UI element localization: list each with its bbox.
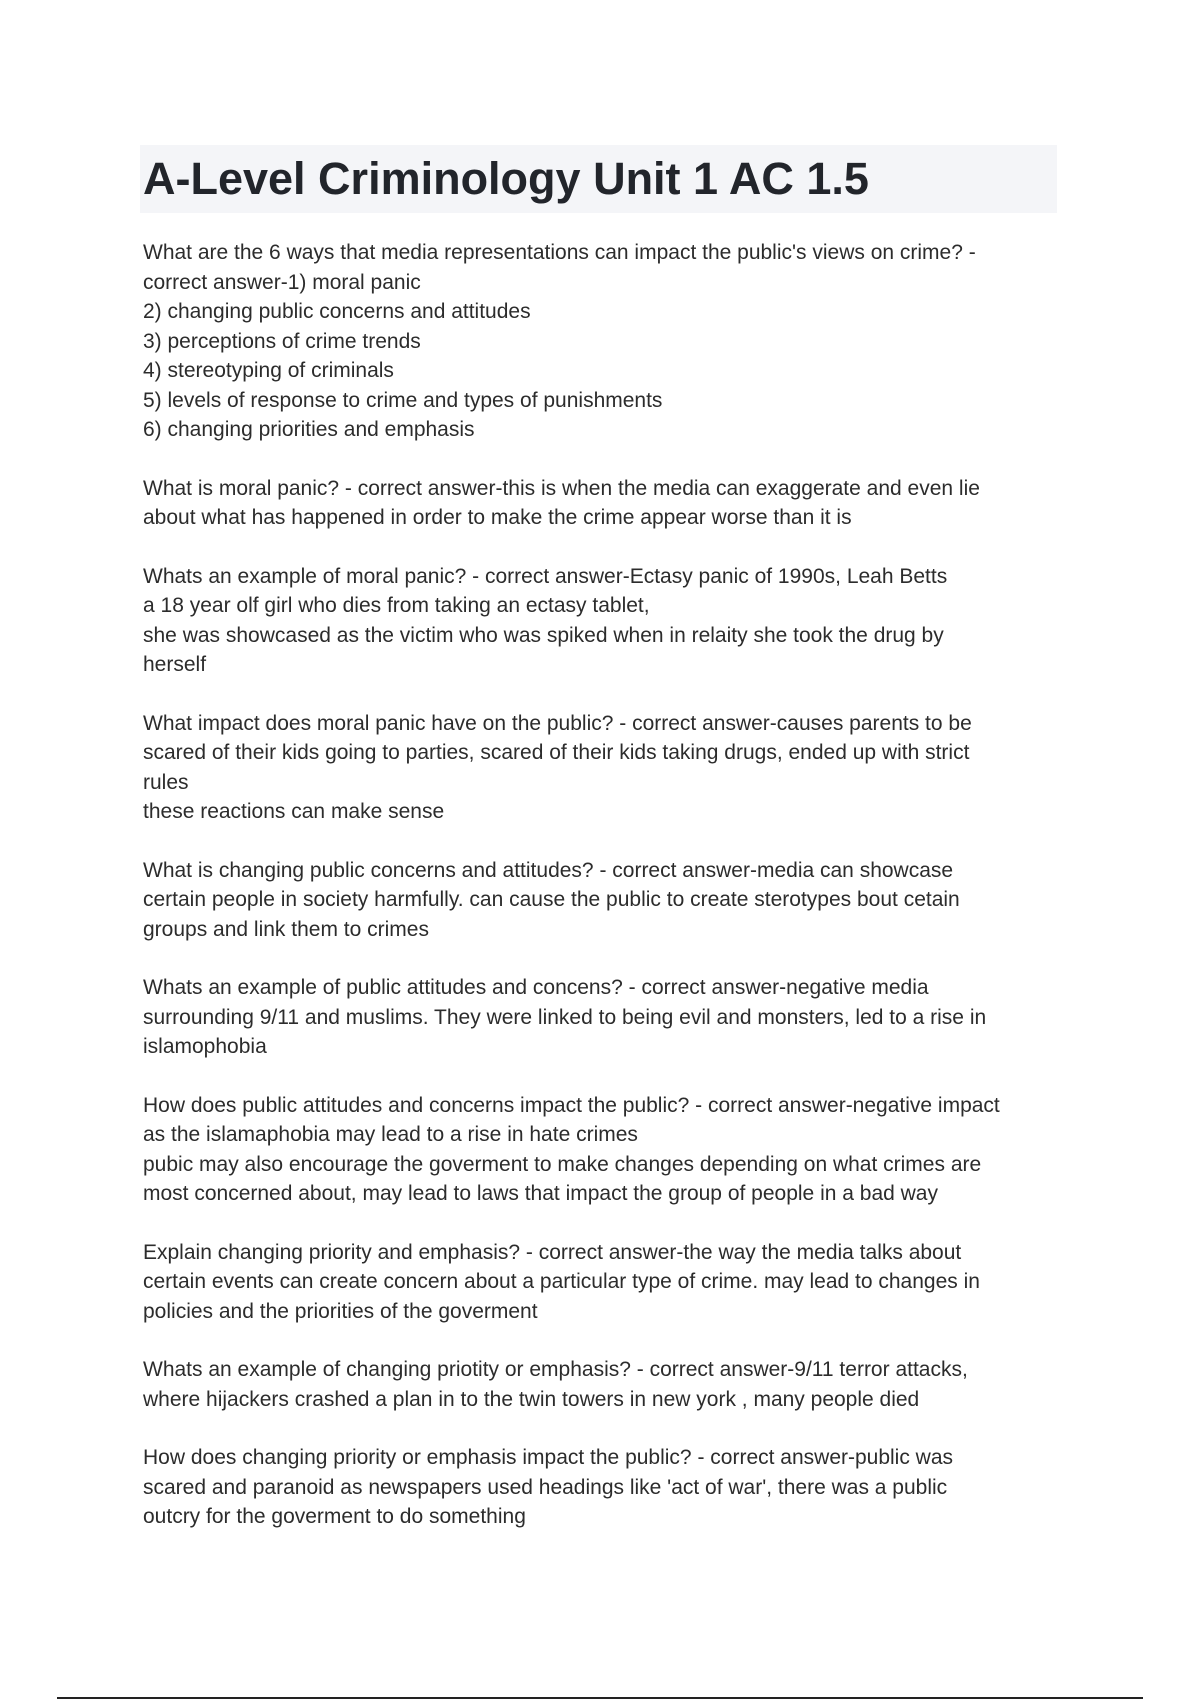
- qa-line: scared and paranoid as newspapers used headings like 'act of war', there was a public: [143, 1475, 948, 1499]
- qa-item: [143, 709, 1073, 827]
- title-band: [140, 145, 1057, 213]
- qa-line: What is moral panic? - correct answer-this is when the media can exaggerate and even lie: [143, 476, 980, 500]
- qa-line: 6) changing priorities and emphasis: [143, 418, 475, 441]
- qa-item: [143, 1091, 1073, 1209]
- qa-line: 3) perceptions of crime trends: [143, 329, 421, 353]
- qa-line: she was showcased as the victim who was spiked when in relaity she took the drug by: [143, 623, 944, 647]
- qa-line: pubic may also encourage the goverment to make changes depending on what crimes are: [143, 1152, 982, 1176]
- qa-line: groups and link them to crimes: [143, 917, 429, 941]
- qa-line: scared of their kids going to parties, scared of their kids taking drugs, ended up with strict: [143, 741, 970, 764]
- qa-line: policies and the priorities of the goverment: [143, 1299, 538, 1323]
- qa-item: [143, 562, 1073, 680]
- qa-item: [143, 1443, 1073, 1532]
- qa-line: most concerned about, may lead to laws that impact the group of people in a bad way: [143, 1182, 938, 1205]
- qa-line: Whats an example of moral panic? - correct answer-Ectasy panic of 1990s, Leah Betts: [143, 564, 948, 588]
- qa-line: certain events can create concern about a particular type of crime. may lead to changes in: [143, 1270, 980, 1293]
- qa-line: these reactions can make sense: [143, 800, 445, 823]
- qa-line: outcry for the goverment to do something: [143, 1505, 526, 1528]
- qa-line: Whats an example of changing priotity or emphasis? - correct answer-9/11 terror attacks,: [143, 1358, 968, 1381]
- qa-item: [143, 856, 1073, 945]
- qa-line: as the islamaphobia may lead to a rise in hate crimes: [143, 1123, 638, 1146]
- qa-line: What is changing public concerns and attitudes? - correct answer-media can showcase: [143, 858, 954, 882]
- qa-item: [143, 1355, 1073, 1414]
- qa-line: Explain changing priority and emphasis? - correct answer-the way the media talks about: [143, 1240, 962, 1264]
- qa-item: [143, 973, 1073, 1062]
- page-title: A-Level Criminology Unit 1 AC 1.5: [143, 153, 869, 204]
- qa-line: islamophobia: [143, 1035, 267, 1058]
- footer-rule: [57, 1697, 1143, 1699]
- qa-line: about what has happened in order to make the crime appear worse than it is: [143, 506, 852, 529]
- qa-line: a 18 year olf girl who dies from taking an ectasy tablet,: [143, 594, 650, 617]
- qa-line: certain people in society harmfully. can cause the public to create sterotypes bout cetain: [143, 888, 960, 911]
- qa-line: rules: [143, 770, 189, 794]
- qa-line: How does changing priority or emphasis impact the public? - correct answer-public was: [143, 1446, 954, 1469]
- qa-item: [143, 1238, 1073, 1327]
- qa-line: What are the 6 ways that media representations can impact the public's views on crime? -: [143, 241, 976, 264]
- qa-line: Whats an example of public attitudes and concens? - correct answer-negative media: [143, 976, 929, 999]
- qa-line: What impact does moral panic have on the public? - correct answer-causes parents to be: [143, 711, 972, 735]
- qa-line: 4) stereotyping of criminals: [143, 359, 394, 382]
- qa-line: correct answer-1) moral panic: [143, 270, 421, 294]
- qa-line: where hijackers crashed a plan in to the twin towers in new york , many people died: [143, 1387, 920, 1411]
- qa-line: herself: [143, 653, 207, 676]
- qa-line: 5) levels of response to crime and types of punishments: [143, 388, 663, 412]
- qa-item: [143, 238, 1073, 445]
- qa-item: [143, 474, 1073, 533]
- qa-line: 2) changing public concerns and attitudes: [143, 300, 531, 323]
- qa-line: surrounding 9/11 and muslims. They were linked to being evil and monsters, led to a rise in: [143, 1005, 987, 1029]
- qa-line: How does public attitudes and concerns impact the public? - correct answer-negative impact: [143, 1093, 1000, 1117]
- qa-list: [143, 238, 1073, 1561]
